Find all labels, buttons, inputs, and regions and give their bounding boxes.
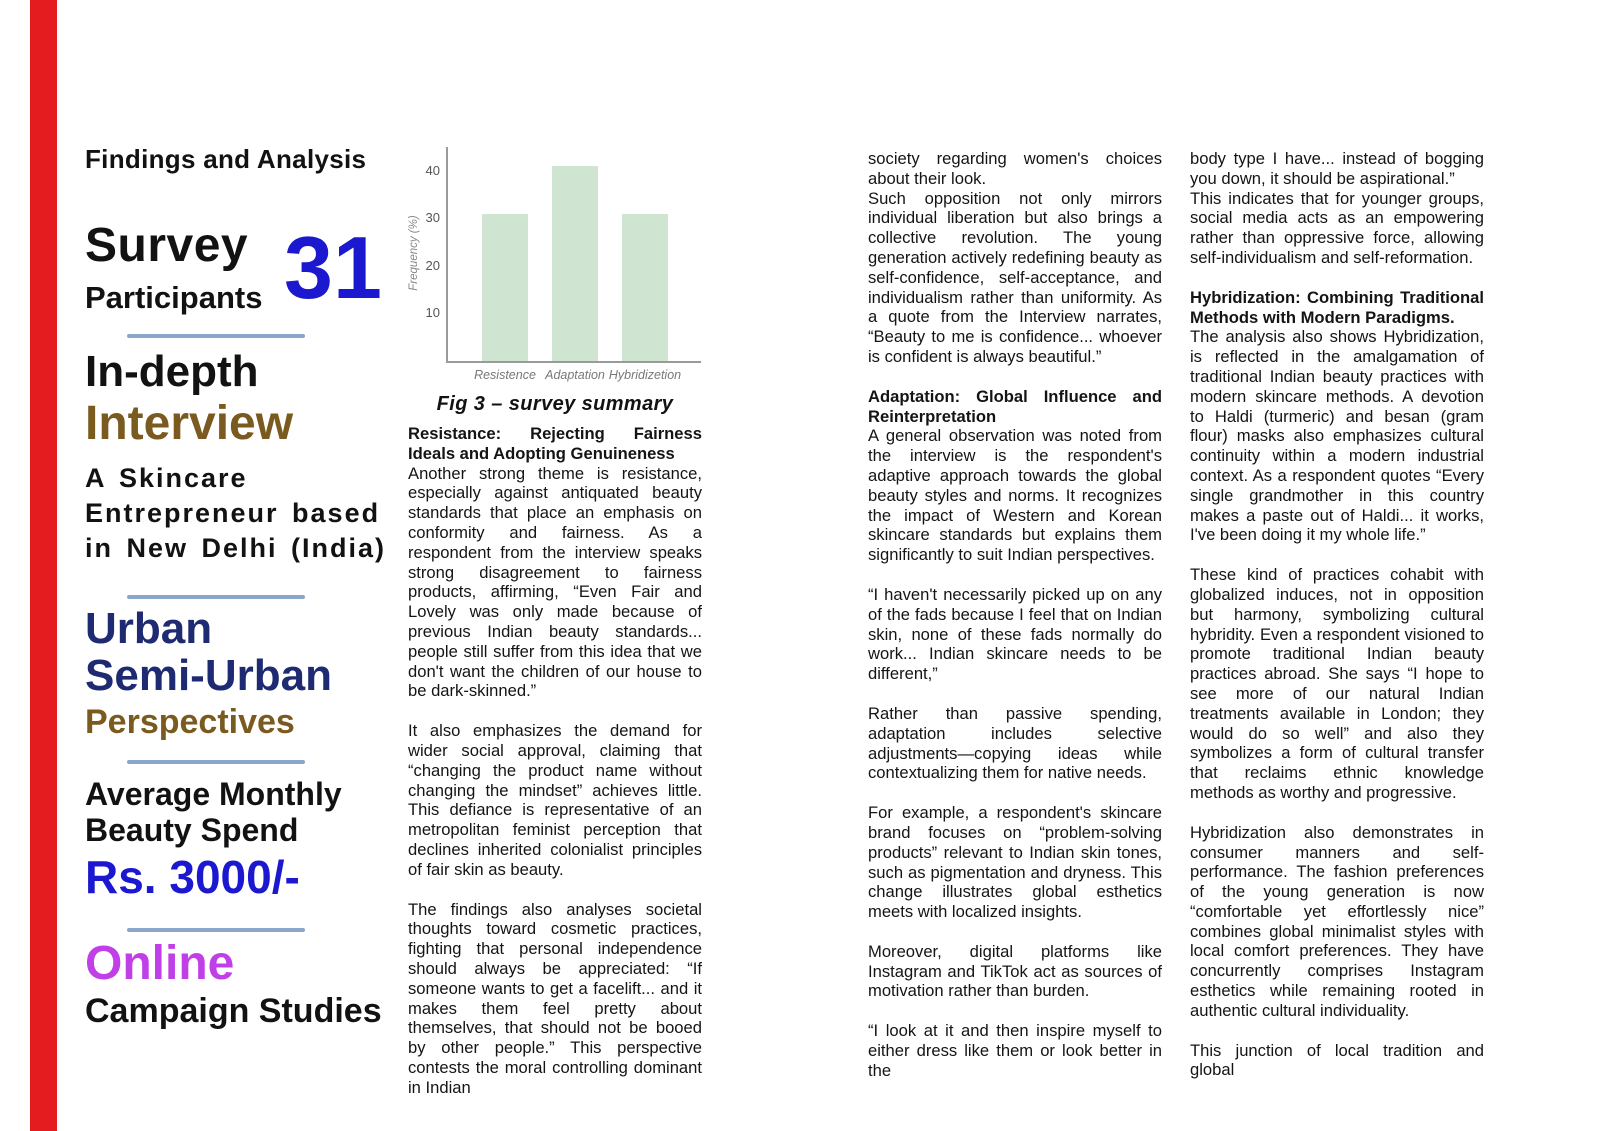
semi-urban-label: Semi-Urban [85,651,332,700]
divider-rule [127,760,305,764]
paragraph: Such opposition not only mirrors individual liberation but also brings a collective revolution. The young generation actively redefining beauty as self-confidence, self-acceptance, and individualism rather than uniformity. As a quote from the Interview narrates, “Beauty to me is confidence... whoever is confident is always beautiful.” [868,188,1162,366]
urban-label: Urban [85,604,213,653]
interview-label-line2: Interview [85,397,294,450]
interviewee-desc-line: Entrepreneur based [85,498,381,528]
paragraph: Rather than passive spending, adaptation includes selective adjustments—copying ideas while contextualizing them for native needs. [868,703,1162,783]
page-edge-accent-bar [30,0,57,1131]
interviewee-description [85,461,386,566]
divider-rule [127,595,305,599]
paragraph: body type I have... instead of bogging you down, it should be aspirational.” [1190,149,1484,188]
paragraph: These kind of practices cohabit with globalized induces, not in opposition but harmony, symbolizing cultural hybridity. Even a respondent visioned to promote traditional Indian beauty practices abroad. She says “I hope to see more of our natural Indian treatments available in London; they would do so well” and also they symbolizes a form of cultural transfer that reclaims ethnic knowledge methods as worthy and progressive. [1190,565,1484,802]
chart-ytick: 30 [425,210,440,226]
chart-ytick: 40 [425,162,440,178]
chart-bar-hybridizetion [622,214,668,361]
survey-summary-chart [405,145,705,435]
chart-bar-adaptation [552,166,598,361]
article-column-resistance [408,424,702,1118]
chart-category-label: Hybridizetion [608,368,682,382]
paragraph: Another strong theme is resistance, especially against antiquated beauty standards that place an emphasis on conformity and fairness. As a respondent from the interview speaks strong disagreement to fairness products, affirming, “Even Fair and Lovely was only made because of previous Indian beauty standards... people still suffer from this idea that we don't want the children of our house to be dark-skinned.” [408,463,702,701]
article-column-adaptation [868,149,1162,1101]
chart-y-axis-label: Frequency (%) [408,215,420,291]
interviewee-desc-line: A Skincare [85,463,248,493]
heading-resistance: Resistance: Rejecting Fairness Ideals and Adopting Genuineness [408,424,702,463]
paragraph: Hybridization also demonstrates in consumer manners and self-performance. The fashion preferences of the young generation is now “comfortable yet effortlessly nice” combines global minimalist styles with local comfort preferences. They have concurrently comprises Instagram esthetics while remaining rooted in authentic cultural individuality. [1190,822,1484,1020]
interviewee-desc-line: in New Delhi (India) [85,533,387,563]
paragraph: It also emphasizes the demand for wider social approval, claiming that “changing the product name without changing the mindset” achieves little. This defiance is representative of an metropolitan feminist perception that declines inherited colonialist principles of fair skin as beauty. [408,721,702,879]
paragraph: The analysis also shows Hybridization, is reflected in the amalgamation of traditional Indian beauty practices with modern skincare methods. A devotion to Haldi (turmeric) and besan (gram flour) masks also emphasizes cultural continuity within a modern industrial context. As a respondent quotes “Every single grandmother in this country makes a paste out of Haldi... it works, I've been doing it my whole life.” [1190,327,1484,545]
survey-label-line1: Survey [85,219,249,272]
chart-bar-resistence [482,214,528,361]
paragraph: society regarding women's choices about their look. [868,149,1162,188]
paragraph: “I haven't necessarily picked up on any of the fads because I feel that on Indian skin, none of these fads normally do work... Indian skincare needs to be different,” [868,584,1162,684]
avg-spend-label-line1: Average Monthly [85,776,342,812]
heading-hybridization: Hybridization: Combining Traditional Methods with Modern Paradigms. [1190,287,1484,327]
spend-amount: Rs. 3000/- [85,851,300,903]
divider-rule [127,928,305,932]
paragraph: “I look at it and then inspire myself to either dress like them or look better in the [868,1021,1162,1080]
campaign-studies-label: Campaign Studies [85,992,382,1030]
interview-label-line1: In-depth [85,347,259,396]
paragraph: Moreover, digital platforms like Instagram and TikTok act as sources of motivation rather than burden. [868,941,1162,1001]
section-title: Findings and Analysis [85,144,367,174]
chart-ytick: 10 [425,305,440,321]
perspectives-label: Perspectives [85,703,295,741]
paragraph: This indicates that for younger groups, social media acts as an empowering rather than oppressive force, allowing self-individualism and self-reformation. [1190,188,1484,267]
paragraph: For example, a respondent's skincare brand focuses on “problem-solving products” relevant to Indian skin tones, such as pigmentation and dryness. This change illustrates global esthetics meets with localized insights. [868,803,1162,922]
survey-participants-count: 31 [284,218,382,317]
divider-rule [127,334,305,338]
paragraph: This junction of local tradition and global [1190,1040,1484,1080]
chart-plot [408,147,701,382]
online-label: Online [85,937,235,990]
chart-caption: Fig 3 – survey summary [436,393,674,415]
paragraph: A general observation was noted from the interview is the respondent's adaptive approach towards the global beauty styles and norms. It recognizes the impact of Western and Korean skincare standards but explains them significantly to suit Indian perspectives. [868,426,1162,565]
paragraph: The findings also analyses societal thoughts toward cosmetic practices, fighting that personal independence should always be appreciated: “If someone wants to get a facelift... and it makes them feel pretty about themselves, that should not be booed by other people.” This perspective contests the moral controlling dominant in Indian [408,899,702,1097]
chart-ytick: 20 [425,257,440,273]
chart-category-label: Adaptation [545,368,605,382]
heading-adaptation: Adaptation: Global Influence and Reinterpretation [868,386,1162,426]
chart-category-label: Resistence [474,368,536,382]
survey-label-line2: Participants [85,280,263,315]
avg-spend-label-line2: Beauty Spend [85,812,299,848]
article-column-hybridization [1190,149,1484,1100]
